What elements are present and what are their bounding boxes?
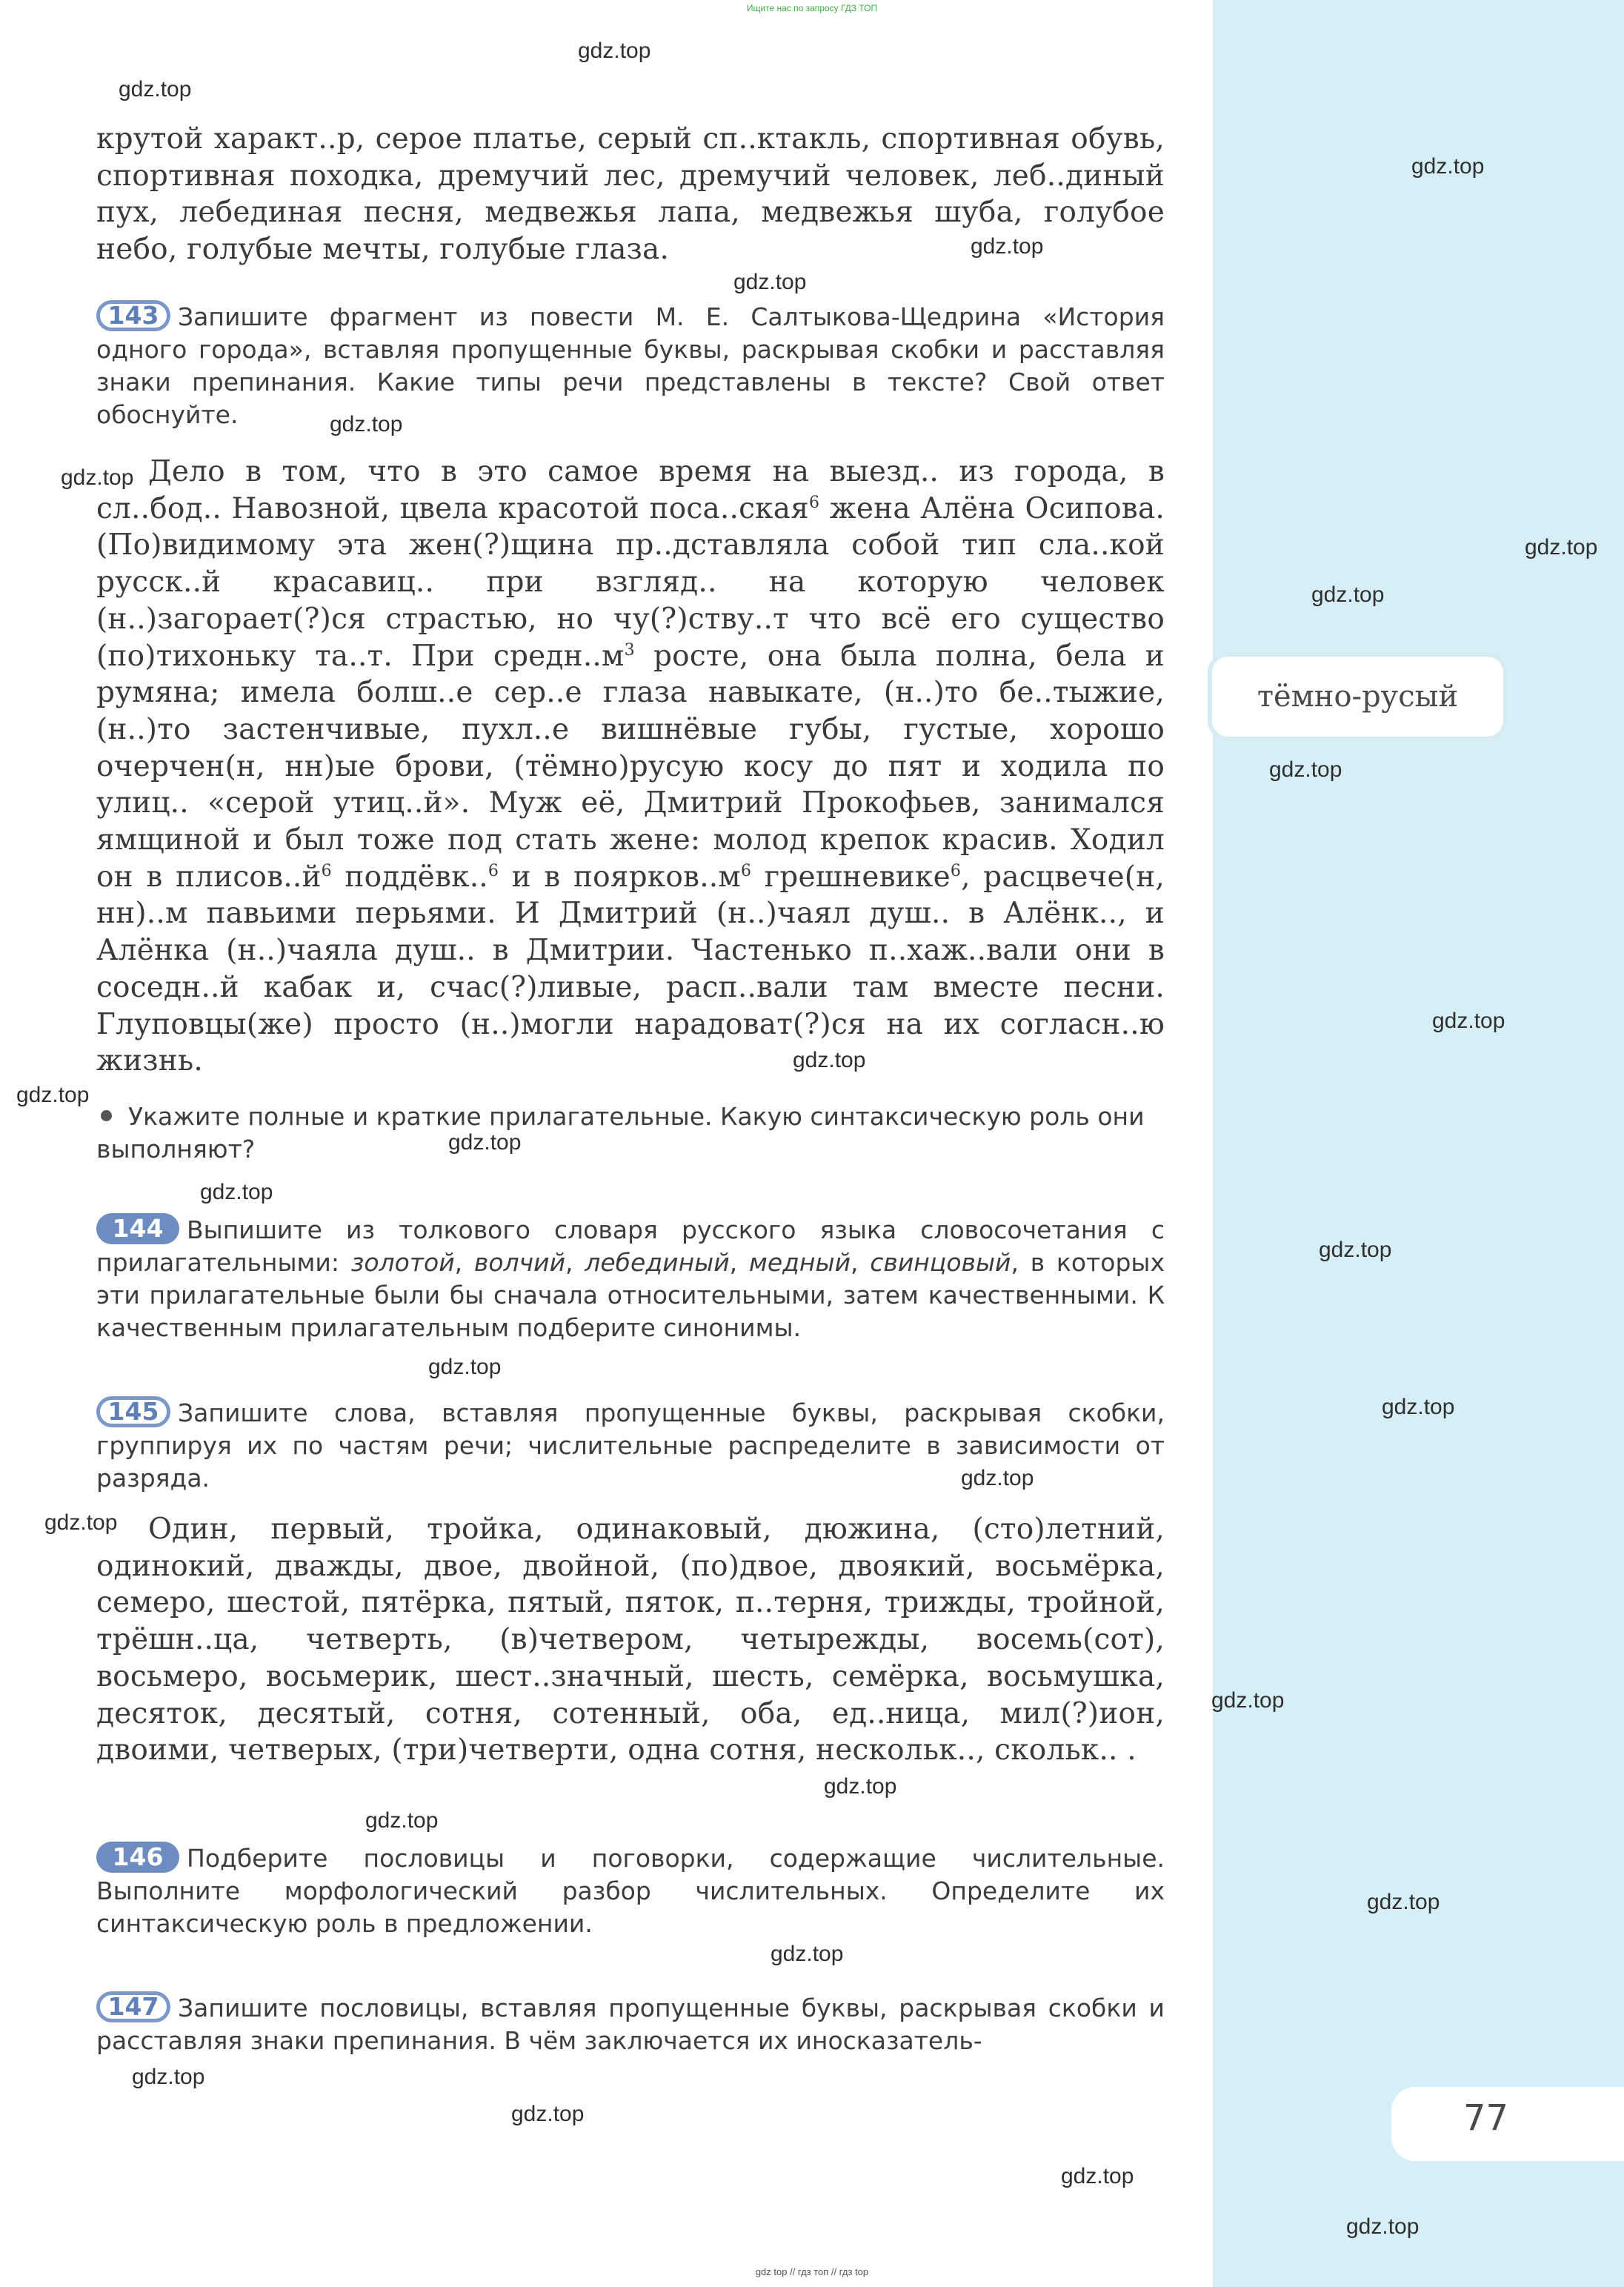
previous-exercise-continuation: крутой характ..р, серое платье, серый сп..ктакль, спортивная обувь, спортивная походка, дремучий лес, дремучий человек, леб..диный пух, лебединая песня, медвежья лапа, медвежья шуба, голубое небо, голубые мечты, голубые глаза. xyxy=(96,122,1165,267)
exercise-number-badge: 144 xyxy=(96,1213,179,1244)
watermark: gdz.top xyxy=(428,1355,502,1379)
word-list-145 xyxy=(96,1511,1165,1769)
footnote-mark: 3 xyxy=(624,640,635,660)
watermark: gdz.top xyxy=(1269,757,1342,782)
watermark: gdz.top xyxy=(824,1774,897,1799)
vocabulary-card xyxy=(1208,652,1508,741)
watermark: gdz.top xyxy=(793,1048,866,1072)
right-margin-panel xyxy=(1213,0,1624,2287)
watermark: gdz.top xyxy=(771,1942,844,1966)
exercise-146 xyxy=(96,1842,1165,1940)
exercise-number-badge: 146 xyxy=(96,1842,179,1873)
watermark: gdz.top xyxy=(448,1130,522,1155)
exercise-144: 144 Выпишите из толкового словаря русского языка словосочетания с прилагательными: золотой, волчий, лебединый, медный, свинцовый, в которых эти прилагательные были бы сначала относительными, затем качественными. К качественным прилагательным подберите синонимы. xyxy=(96,1214,1165,1342)
exercise-task: Запишите пословицы, вставляя пропущенные буквы, раскрывая скобки и расставляя знаки препинания. В чём заключается их иносказатель- xyxy=(96,1994,1165,2055)
passage-text: Дело в том, что в это самое время на выезд.. из города, в сл..бод.. Навозной, цвела красотой поса..ская xyxy=(96,455,1165,525)
vocabulary-word: тёмно-русый xyxy=(1257,680,1459,714)
exercise-task: Подберите пословицы и поговорки, содержащие числительные. Выполните морфологический разбор числительных. Определите их синтаксическую роль в предложении. xyxy=(96,1844,1165,1938)
task-note xyxy=(96,1101,1165,1166)
passage-text: росте, она была полна, бела и румяна; имела болш..е сер..е глаза навыкате, (н..)то бе..тыжие, (н..)то застенчивые, пухл..е вишнёвые губы, густые, хорошо очерчен(н, нн)ые брови, (тёмно)русую косу до пят и ходила по улиц.. «серой утиц..й». Муж её, Дмитрий Прокофьев, занимался ямщиной и был тоже под стать жене: молод крепок красив. Ходил он в плисов..й xyxy=(96,639,1165,894)
watermark: gdz.top xyxy=(119,77,192,102)
footnote-mark: 6 xyxy=(740,861,752,880)
watermark: gdz.top xyxy=(330,412,403,437)
task-note-text: Укажите полные и краткие прилагательные. Какую синтаксическую роль они выполняют? xyxy=(96,1102,1145,1164)
exercise-task: Выпишите из толкового словаря русского языка словосочетания с прилагательными: xyxy=(96,1215,1165,1277)
passage-text: , расцвече(н, нн)..м павьими перьями. И Дмитрий (н..)чаял душ.. в Алёнк.., и Алёнка (н..)чаяла душ.. в Дмитрии. Частенько п..хаж..вали они в соседн..й кабак и, счас(?)ливые, расп..вали там вместе песни. Глуповцы(же) просто (н..)могли нарадоват(?)ся на их согласн..ю жизнь. xyxy=(96,860,1165,1078)
example-word: золотой xyxy=(350,1248,455,1277)
watermark: gdz.top xyxy=(16,1083,90,1107)
watermark: gdz.top xyxy=(365,1808,439,1833)
exercise-task: , в которых эти прилагательные были бы сначала относительными, затем качественными. К качественным прилагательным подберите синонимы. xyxy=(96,1248,1165,1342)
watermark: gdz.top xyxy=(1346,2214,1420,2239)
exercise-number-badge: 145 xyxy=(96,1396,170,1427)
watermark: gdz.top xyxy=(44,1510,118,1535)
watermark: gdz.top xyxy=(1319,1238,1392,1262)
watermark: gdz.top xyxy=(971,234,1044,259)
header-note: Ищите нас по запросу ГДЗ ТОП xyxy=(746,3,878,13)
watermark: gdz.top xyxy=(1525,535,1598,560)
passage-text: жена Алёна Осипова. (По)видимому эта жен(?)щина пр..дставляла собой тип сла..кой русск..й красавиц.. при взгляд.. на которую человек (н..)загорает(?)ся страстью, но чу(?)ству..т что всё его существо (по)тихоньку та..т. При средн..м xyxy=(96,491,1165,673)
passage-143 xyxy=(96,454,1165,1080)
exercise-number-badge: 143 xyxy=(96,300,170,331)
footer-note: gdz top // гдз топ // гдз top xyxy=(755,2266,869,2277)
exercise-143 xyxy=(96,300,1165,431)
exercise-task: Запишите слова, вставляя пропущенные буквы, раскрывая скобки, группируя их по частям речи; числительные распределите в зависимости от разряда. xyxy=(96,1398,1165,1493)
watermark: gdz.top xyxy=(733,270,807,294)
bullet-icon xyxy=(101,1110,112,1121)
footnote-mark: 6 xyxy=(950,861,962,880)
page-number: 77 xyxy=(1463,2097,1509,2139)
watermark: gdz.top xyxy=(132,2065,205,2089)
exercise-task: Запишите фрагмент из повести М. Е. Салтыкова-Щедрина «История одного города», вставляя пропущенные буквы, раскрывая скобки и расставляя знаки препинания. Какие типы речи представлены в тексте? Свой ответ обоснуйте. xyxy=(96,302,1165,429)
sidebar-faded-print xyxy=(1263,886,1271,915)
exercise-147 xyxy=(96,1991,1165,2057)
passage-text: и в поярков..м xyxy=(499,860,741,894)
watermark: gdz.top xyxy=(578,39,651,63)
passage-text: грешневике xyxy=(751,860,951,894)
example-word: медный xyxy=(748,1248,851,1277)
example-word: свинцовый xyxy=(870,1248,1011,1277)
watermark: gdz.top xyxy=(1311,582,1385,607)
word-list-text: Один, первый, тройка, одинаковый, дюжина, (сто)летний, одинокий, дважды, двое, двойной, (по)двое, двоякий, восьмёрка, семеро, шестой, пятёрка, пятый, пяток, п..терня, трижды, тройной, трёшн..ца, четверть, (в)четвером, четырежды, восемь(сот), восьмеро, восьмерик, шест..значный, шесть, семёрка, восьмушка, десяток, десятый, сотня, сотенный, оба, ед..ница, мил(?)ион, двоими, четверых, (три)четверти, одна сотня, нескольк.., скольк.. . xyxy=(96,1513,1165,1767)
watermark: gdz.top xyxy=(1432,1009,1505,1033)
footnote-mark: 6 xyxy=(321,861,332,880)
exercise-number-badge: 147 xyxy=(96,1991,170,2022)
watermark: gdz.top xyxy=(511,2102,585,2126)
example-word: волчий xyxy=(473,1248,566,1277)
watermark: gdz.top xyxy=(1411,154,1485,179)
watermark: gdz.top xyxy=(61,465,134,490)
watermark: gdz.top xyxy=(1367,1890,1440,1914)
watermark: gdz.top xyxy=(1382,1395,1455,1419)
watermark: gdz.top xyxy=(961,1466,1034,1490)
watermark: gdz.top xyxy=(1061,2164,1134,2188)
footnote-mark: 6 xyxy=(487,861,499,880)
watermark: gdz.top xyxy=(1211,1688,1285,1713)
footnote-mark: 6 xyxy=(809,493,820,512)
watermark: gdz.top xyxy=(200,1180,273,1204)
passage-text: поддёвк.. xyxy=(331,860,488,894)
example-word: лебединый xyxy=(585,1248,730,1277)
